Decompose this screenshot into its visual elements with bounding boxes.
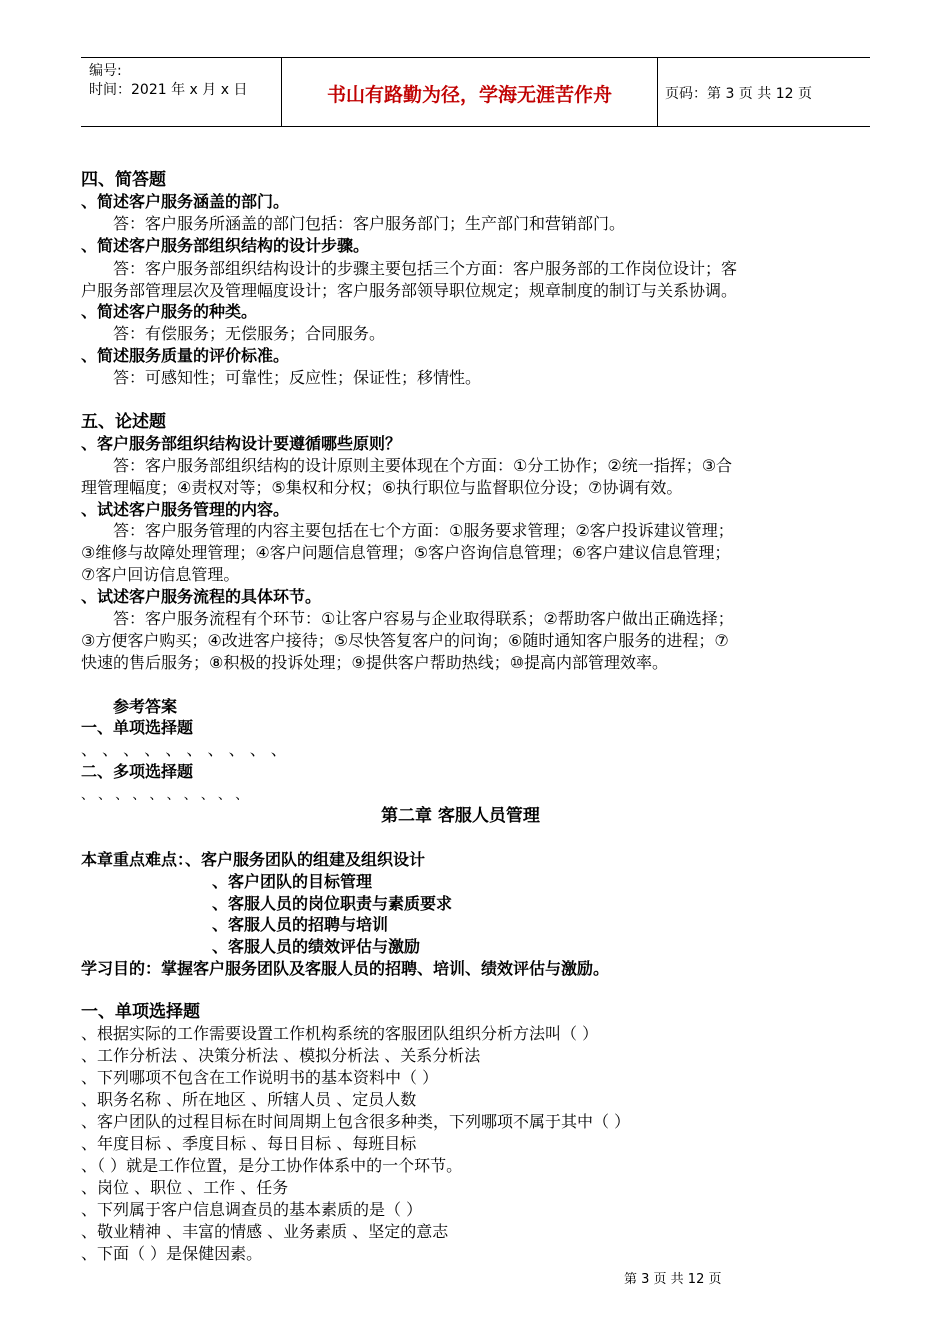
question: 、简述客户服务的种类。	[81, 302, 258, 321]
key-points: 本章重点难点：、客户服务团队的组建及组织设计	[81, 850, 426, 869]
question: 、简述服务质量的评价标准。	[81, 346, 290, 365]
header-info	[89, 62, 247, 100]
key-point-item: 、客服人员的绩效评估与激励	[212, 937, 421, 956]
header-page-label: 页码：第 3 页 共 12 页	[665, 86, 812, 102]
chapter-title: 第二章 客服人员管理	[381, 806, 540, 826]
header-motto: 书山有路勤为径，学海无涯苦作舟	[326, 84, 612, 106]
answer-text: 答：客户服务流程有个环节：①让客户容易与企业取得联系；②帮助客户做出正确选择；	[113, 609, 734, 628]
question: 、试述客户服务管理的内容。	[81, 500, 290, 519]
answer-blanks: 、 、 、 、 、 、 、 、 、 、	[81, 788, 249, 803]
section-heading: 四、简答题	[81, 170, 166, 190]
answer-text: ⑦客户回访信息管理。	[81, 565, 240, 584]
answer-text: ③维修与故障处理管理；④客户问题信息管理；⑤客户咨询信息管理；⑥客户建议信息管理；	[81, 543, 731, 562]
key-point-item: 、客户团队的目标管理	[212, 872, 373, 891]
answer-text: 快速的售后服务；⑧积极的投诉处理；⑨提供客户帮助热线；⑩提高内部管理效率。	[81, 653, 669, 672]
question: 、试述客户服务流程的具体环节。	[81, 587, 322, 606]
question-text: 、下列属于客户信息调查员的基本素质的是（ ）	[81, 1200, 423, 1219]
question-options: 、职务名称 、所在地区 、所辖人员 、定员人数	[81, 1090, 417, 1109]
answer-text: 答：可感知性；可靠性；反应性；保证性；移情性。	[113, 368, 482, 387]
answer-text: 户服务部管理层次及管理幅度设计；客户服务部领导职位规定；规章制度的制订与关系协调。	[81, 281, 738, 300]
question: 、客户服务部组织结构设计要遵循哪些原则？	[81, 434, 402, 453]
question-text: 、客户团队的过程目标在时间周期上包含很多种类，下列哪项不属于其中（ ）	[81, 1112, 631, 1131]
reference-answer-title: 参考答案	[113, 697, 178, 716]
section-heading: 五、论述题	[81, 412, 166, 432]
answer-blanks: 、 、 、 、 、 、 、 、 、 、	[81, 740, 287, 759]
section-heading: 一、单项选择题	[81, 1002, 200, 1022]
answer-text: 理管理幅度；④责权对等；⑤集权和分权；⑥执行职位与监督职位分设；⑦协调有效。	[81, 478, 683, 497]
header-table	[81, 57, 870, 127]
answer-text: 答：客户服务部组织结构设计的步骤主要包括三个方面：客户服务部的工作岗位设计；客	[113, 259, 738, 278]
key-point-item: 、客服人员的岗位职责与素质要求	[212, 894, 453, 913]
question: 、简述客户服务部组织结构的设计步骤。	[81, 236, 370, 255]
key-point-item: 、客服人员的招聘与培训	[212, 915, 389, 934]
footer-page-number: 第 3 页 共 12 页	[624, 1272, 722, 1287]
question-text: 、下面（ ）是保健因素。	[81, 1244, 263, 1263]
header-divider	[657, 58, 658, 126]
question-options: 、工作分析法 、决策分析法 、模拟分析法 、关系分析法	[81, 1046, 481, 1065]
answer-text: 答：客户服务管理的内容主要包括在七个方面：①服务要求管理；②客户投诉建议管理；	[113, 521, 734, 540]
answer-text: 答：有偿服务；无偿服务；合同服务。	[113, 324, 386, 343]
learning-goal: 学习目的：掌握客户服务团队及客服人员的招聘、培训、绩效评估与激励。	[81, 959, 610, 978]
answer-text: ③方便客户购买；④改进客户接待；⑤尽快答复客户的问询；⑥随时通知客户服务的进程；⑦	[81, 631, 729, 650]
question-options: 、年度目标 、季度目标 、每日目标 、每班目标	[81, 1134, 417, 1153]
question: 、简述客户服务涵盖的部门。	[81, 192, 290, 211]
section-heading: 二、多项选择题	[81, 762, 194, 781]
question-text: 、下列哪项不包含在工作说明书的基本资料中（ ）	[81, 1068, 439, 1087]
answer-text: 答：客户服务部组织结构的设计原则主要体现在个方面：①分工协作；②统一指挥；③合	[113, 456, 733, 475]
question-text: 、根据实际的工作需要设置工作机构系统的客服团队组织分析方法叫（ ）	[81, 1024, 599, 1043]
question-options: 、敬业精神 、丰富的情感 、业务素质 、坚定的意志	[81, 1222, 449, 1241]
question-options: 、岗位 、职位 、工作 、任务	[81, 1178, 289, 1197]
section-heading: 一、单项选择题	[81, 718, 194, 737]
number-label: 编号:	[89, 63, 122, 79]
answer-text: 答：客户服务所涵盖的部门包括：客户服务部门；生产部门和营销部门。	[113, 214, 626, 233]
question-text: 、（ ）就是工作位置，是分工协作体系中的一个环节。	[81, 1156, 463, 1175]
date-label: 时间：2021 年 x 月 x 日	[89, 82, 248, 98]
